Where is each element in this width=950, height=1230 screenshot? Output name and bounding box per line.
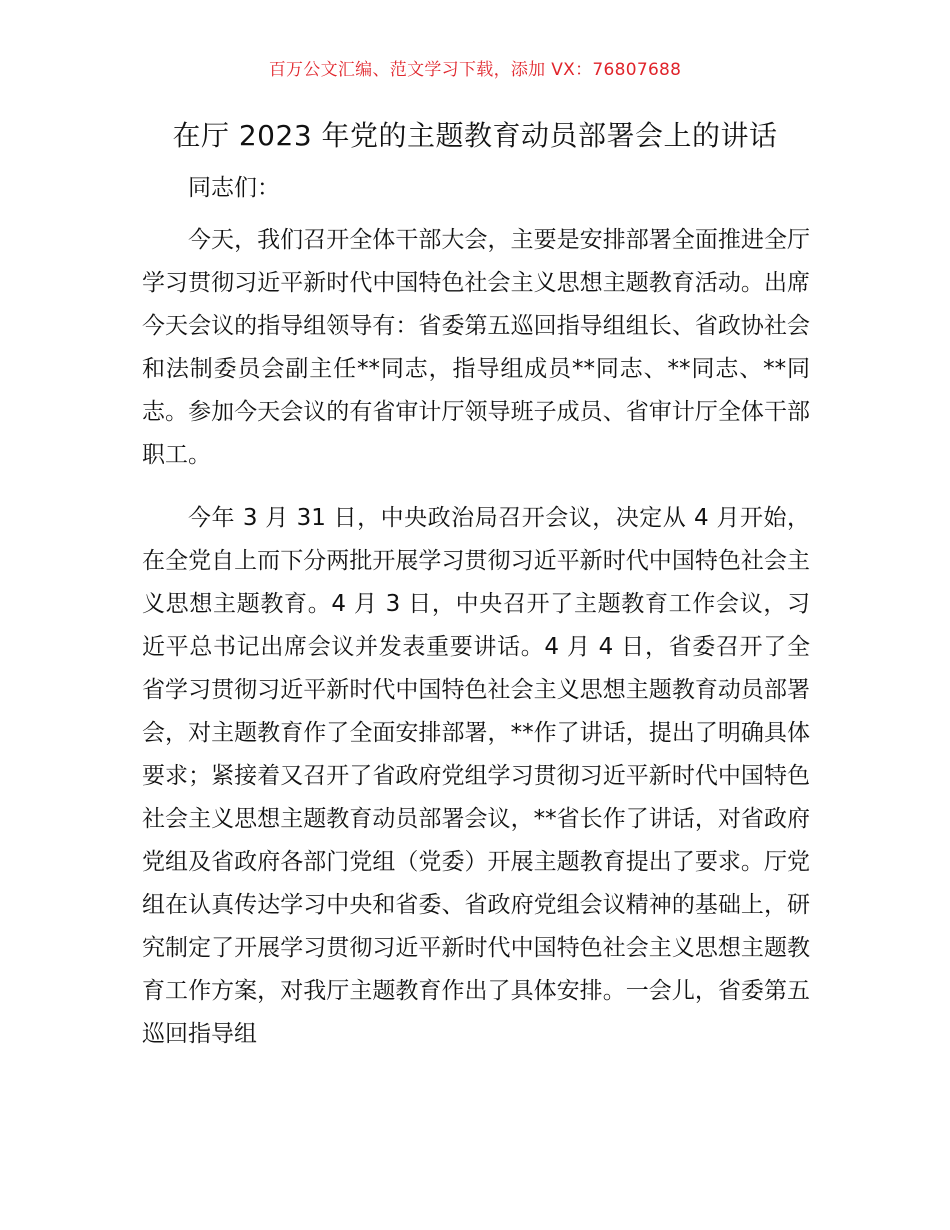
body-paragraph-2: 今年 3 月 31 日，中央政治局召开会议，决定从 4 月开始，在全党自上而下分两批开展学习贯彻习近平新时代中国特色社会主义思想主题教育。4 月 3 日，中央召开了主题教育工作会议，习近平总书记出席会议并发表重要讲话。4 月 4 日，省委召开了全省学习贯彻习近平新时代中国特色社会主义思想主题教育动员部署会，对主题教育作了全面安排部署，**作了讲话，提出了明确具体要求；紧接着又召开了省政府党组学习贯彻习近平新时代中国特色社会主义思想主题教育动员部署会议，**省长作了讲话，对省政府党组及省政府各部门党组（党委）开展主题教育提出了要求。厅党组在认真传达学习中央和省委、省政府党组会议精神的基础上，研究制定了开展学习贯彻习近平新时代中国特色社会主义思想主题教育工作方案，对我厅主题教育作出了具体安排。一会儿，省委第五巡回指导组 — [142, 505, 810, 1047]
body-paragraph-1: 今天，我们召开全体干部大会，主要是安排部署全面推进全厅学习贯彻习近平新时代中国特色社会主义思想主题教育活动。出席今天会议的指导组领导有：省委第五巡回指导组组长、省政协社会和法制委员会副主任**同志，指导组成员**同志、**同志、**同志。参加今天会议的有省审计厅领导班子成员、省审计厅全体干部职工。 — [142, 227, 810, 468]
header-watermark-note: 百万公文汇编、范文学习下载，添加 VX：76807688 — [268, 60, 682, 80]
greeting: 同志们： — [188, 175, 280, 201]
document-title: 在厅 2023 年党的主题教育动员部署会上的讲话 — [172, 119, 778, 152]
document-body — [142, 167, 810, 1076]
